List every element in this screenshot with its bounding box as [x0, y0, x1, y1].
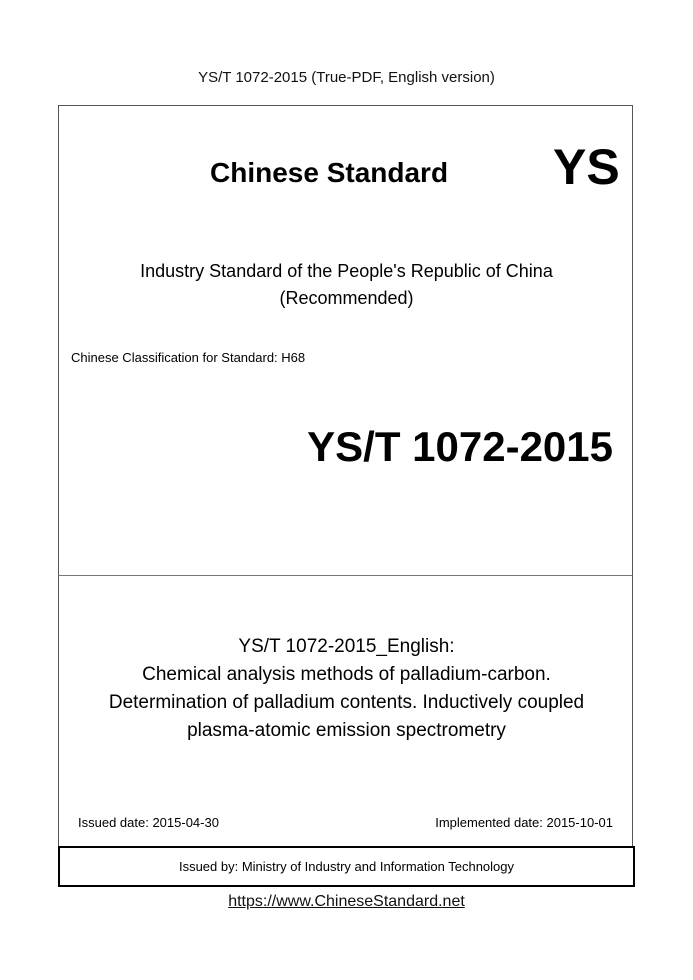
document-header: YS/T 1072-2015 (True-PDF, English version): [198, 69, 495, 86]
standard-title: [0, 633, 693, 745]
standard-number: YS/T 1072-2015: [307, 423, 613, 470]
industry-statement: [0, 258, 693, 312]
industry-line: Industry Standard of the People's Republic of China: [140, 261, 553, 281]
standard-code-mark: YS: [553, 139, 620, 195]
issuer-text: Issued by: Ministry of Industry and Information Technology: [178, 859, 515, 874]
implemented-date: Implemented date: 2015-10-01: [435, 815, 613, 830]
brand-title: Chinese Standard: [210, 157, 449, 188]
title-line: YS/T 1072-2015_English:: [238, 636, 455, 657]
issuer-box: [58, 846, 635, 887]
issued-date: Issued date: 2015-04-30: [78, 815, 219, 830]
title-line: Determination of palladium contents. Inductively coupled: [108, 692, 585, 713]
classification-label: Chinese Classification for Standard: H68: [71, 350, 306, 365]
recommended-line: (Recommended): [279, 288, 414, 308]
website-link[interactable]: https://www.ChineseStandard.net: [228, 893, 465, 910]
title-line: Chemical analysis methods of palladium-carbon.: [142, 664, 551, 685]
title-line: plasma-atomic emission spectrometry: [187, 720, 506, 741]
